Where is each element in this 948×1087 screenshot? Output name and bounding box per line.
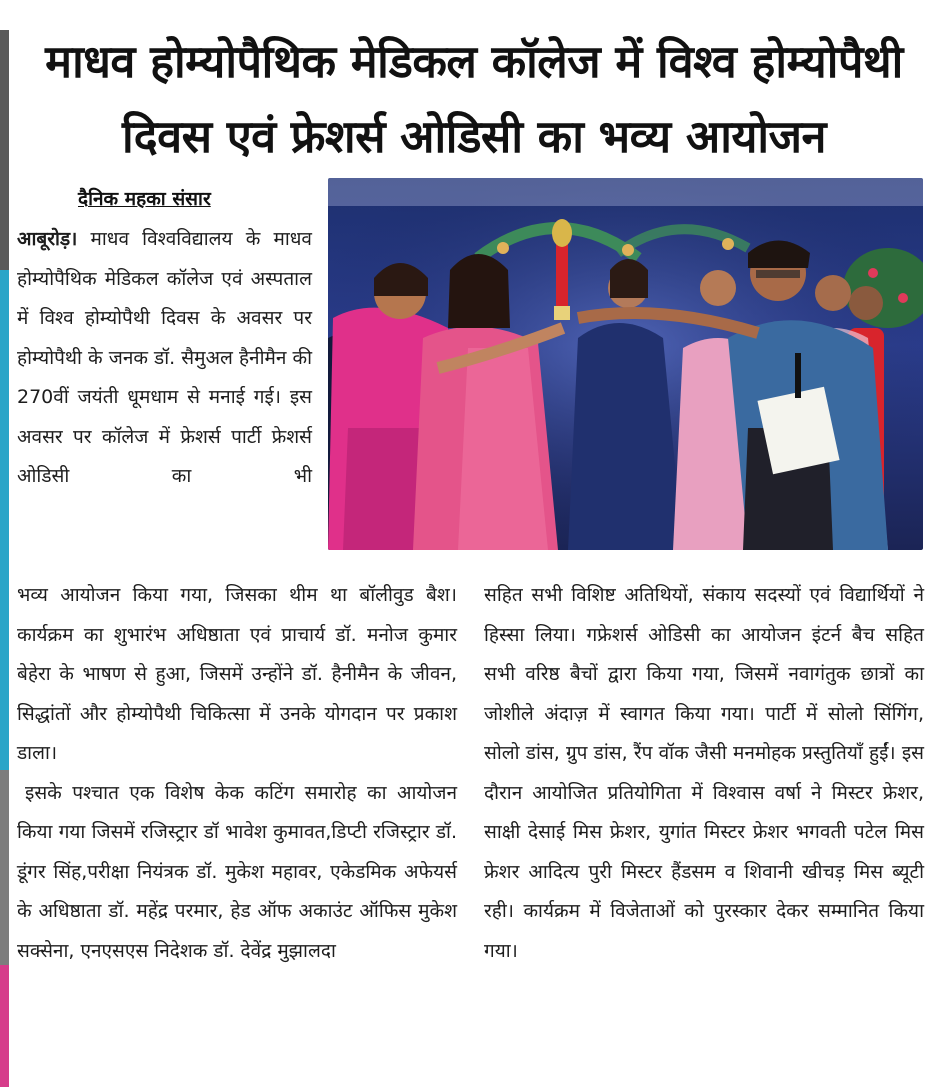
article-column-middle	[17, 576, 457, 971]
article-intro-text: माधव विश्वविद्यालय के माधव होम्योपैथिक मेडिकल कॉलेज एवं अस्पताल में विश्व होम्योपैथी दिवस के अवसर पर होम्योपैथी के जनक डॉ. सैमुअल हैनीमैन की 270वीं जयंती धूमधाम से मनाई गई। इस अवसर पर कॉलेज में फ्रेशर्स पार्टी फ्रेशर्स ओडिसी का भी	[17, 228, 312, 487]
article-paragraph-2: इसके पश्चात एक विशेष केक कटिंग समारोह का आयोजन किया गया जिसमें रजिस्ट्रार डॉ भावेश कुमावत,डिप्टी रजिस्ट्रार डॉ. डूंगर सिंह,परीक्षा नियंत्रक डॉ. मुकेश महावर, एकेडमिक अफेयर्स के अधिष्ठाता डॉ. महेंद्र परमार, हेड ऑफ अकाउंट ऑफिस मुकेश सक्सेना, एनएसएस निदेशक डॉ. देवेंद्र मुझालदा	[17, 781, 457, 962]
headline-line-2: दिवस एवं फ्रेशर्स ओडिसी का भव्य आयोजन	[122, 110, 826, 163]
article-paragraph-1: भव्य आयोजन किया गया, जिसका थीम था बॉलीवुड बैश। कार्यक्रम का शुभारंभ अधिष्ठाता एवं प्राचार्य डॉ. मनोज कुमार बेहेरा के भाषण से हुआ, जिसमें उन्होंने डॉ. हैनीमैन के जीवन, सिद्धांतों और होम्योपैथी चिकित्सा में उनके योगदान पर प्रकाश डाला।	[17, 584, 457, 764]
article-column-right	[484, 576, 924, 971]
left-bar-cyan-segment	[0, 270, 9, 770]
article-paragraph-3: सहित सभी विशिष्ट अतिथियों, संकाय सदस्यों एवं विद्यार्थियों ने हिस्सा लिया। गफ्रेशर्स ओडिसी का आयोजन इंटर्न बैच सहित सभी वरिष्ठ बैचों द्वारा किया गया, जिसमें नवागंतुक छात्रों का जोशीले अंदाज़ में स्वागत किया गया। पार्टी में सोलो सिंगिंग, सोलो डांस, ग्रुप डांस, रैंप वॉक जैसी मनमोहक प्रस्तुतियाँ हुईं। इस दौरान आयोजित प्रतियोगिता में विश्वास वर्षा ने मिस्टर फ्रेशर, साक्षी देसाई मिस फ्रेशर, युगांत मिस्टर फ्रेशर भगवती पटेल मिस फ्रेशर आदित्य पुरी मिस्टर हैंडसम व शिवानी खीचड़ मिस ब्यूटी रही। कार्यक्रम में विजेताओं को पुरस्कार देकर सम्मानित किया गया।	[484, 584, 924, 962]
left-bar-dark-segment	[0, 30, 9, 270]
article-column-intro	[17, 220, 312, 497]
dateline-place: आबूरोड़।	[17, 228, 78, 250]
left-bar-pink-segment	[0, 965, 9, 1087]
event-photo-illustration	[328, 178, 923, 550]
event-photo	[328, 178, 923, 550]
newspaper-source: दैनिक महका संसार	[78, 188, 211, 210]
left-color-bar	[0, 0, 9, 1087]
headline-line-1: माधव होम्योपैथिक मेडिकल कॉलेज में विश्व होम्योपैथी	[45, 35, 903, 88]
left-bar-gray-segment	[0, 770, 9, 965]
